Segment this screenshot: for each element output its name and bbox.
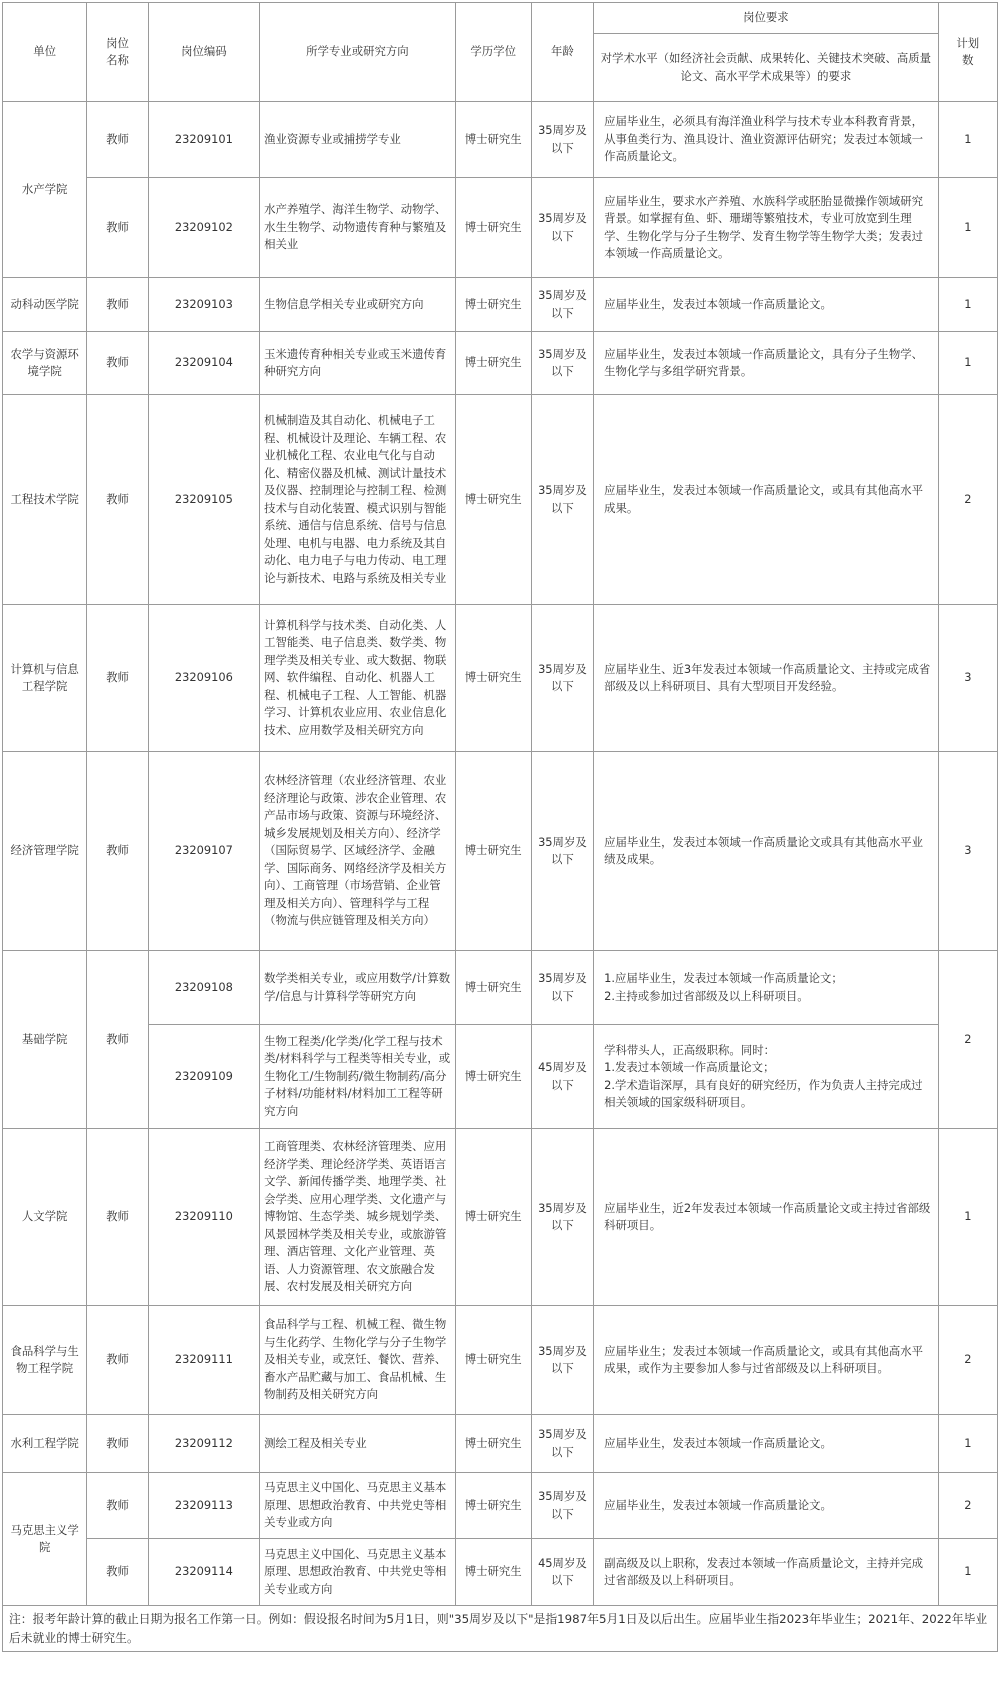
cell-major: 玉米遗传育种相关专业或玉米遗传育种研究方向: [260, 332, 456, 395]
cell-degree: 博士研究生: [455, 605, 531, 752]
cell-requirement: 应届毕业生，发表过本领域一作高质量论文，具有分子生物学、生物化学与多组学研究背景。: [594, 332, 939, 395]
header-post-code: 岗位编码: [148, 3, 259, 102]
cell-unit: 计算机与信息工程学院: [3, 605, 87, 752]
table-row: [3, 178, 998, 278]
cell-code: 23209109: [148, 1025, 259, 1129]
cell-age: 35周岁及以下: [531, 605, 593, 752]
table-row: [3, 1539, 998, 1606]
table-note: 注：报考年龄计算的截止日期为报名工作第一日。例如：假设报名时间为5月1日，则"35周岁及以下"是指1987年5月1日及以后出生。应届毕业生指2023年毕业生；2021年、2022年毕业后未就业的博士研究生。: [3, 1606, 998, 1652]
cell-plan: 1: [938, 178, 997, 278]
cell-age: 35周岁及以下: [531, 278, 593, 332]
cell-requirement: 应届毕业生，要求水产养殖、水族科学或胚胎显微操作领域研究背景。如掌握有鱼、虾、珊瑚等繁殖技术，专业可放宽到生理学、生物化学与分子生物学、发育生物学等生物学大类；发表过本领域一作高质量论文。: [594, 178, 939, 278]
cell-requirement: 应届毕业生，必须具有海洋渔业科学与技术专业本科教育背景，从事鱼类行为、渔具设计、渔业资源评估研究；发表过本领域一作高质量论文。: [594, 102, 939, 178]
cell-post: 教师: [87, 332, 148, 395]
cell-unit: 水利工程学院: [3, 1415, 87, 1473]
cell-major: 工商管理类、农林经济管理类、应用经济学类、理论经济学类、英语语言文学、新闻传播学类、地理学类、社会学类、应用心理学类、文化遗产与博物馆、生态学类、城乡规划学类、风景园林学类及相关专业，或旅游管理、酒店管理、文化产业管理、英语、人力资源管理、农文旅融合发展、农村发展及相关研究方向: [260, 1129, 456, 1306]
cell-plan: 2: [938, 1473, 997, 1539]
cell-major: 农林经济管理（农业经济管理、农业经济理论与政策、涉农企业管理、农产品市场与政策、资源与环境经济、城乡发展规划及相关方向）、经济学（国际贸易学、区域经济学、金融学、国际商务、网络经济学及相关方向）、工商管理（市场营销、企业管理及相关方向）、管理科学与工程（物流与供应链管理及相关方向）: [260, 752, 456, 951]
cell-degree: 博士研究生: [455, 395, 531, 605]
cell-unit: 动科动医学院: [3, 278, 87, 332]
cell-major: 数学类相关专业，或应用数学/计算数学/信息与计算科学等研究方向: [260, 951, 456, 1025]
table-row: [3, 1129, 998, 1306]
cell-degree: 博士研究生: [455, 1129, 531, 1306]
cell-degree: 博士研究生: [455, 1473, 531, 1539]
cell-major: 马克思主义中国化、马克思主义基本原理、思想政治教育、中共党史等相关专业或方向: [260, 1473, 456, 1539]
cell-degree: 博士研究生: [455, 1539, 531, 1606]
cell-major: 渔业资源专业或捕捞学专业: [260, 102, 456, 178]
cell-requirement: 1.应届毕业生，发表过本领域一作高质量论文； 2.主持或参加过省部级及以上科研项目。: [594, 951, 939, 1025]
cell-requirement: 应届毕业生，近2年发表过本领域一作高质量论文或主持过省部级科研项目。: [594, 1129, 939, 1306]
cell-age: 35周岁及以下: [531, 1473, 593, 1539]
header-major: 所学专业或研究方向: [260, 3, 456, 102]
cell-unit: 水产学院: [3, 102, 87, 278]
cell-post: 教师: [87, 395, 148, 605]
cell-plan: 2: [938, 395, 997, 605]
cell-age: 35周岁及以下: [531, 332, 593, 395]
cell-age: 35周岁及以下: [531, 178, 593, 278]
cell-major: 食品科学与工程、机械工程、微生物与生化药学、生物化学与分子生物学及相关专业，或烹饪、餐饮、营养、畜水产品贮藏与加工、食品机械、生物制药及相关研究方向: [260, 1306, 456, 1415]
cell-requirement: 应届毕业生，发表过本领域一作高质量论文或具有其他高水平业绩及成果。: [594, 752, 939, 951]
cell-code: 23209101: [148, 102, 259, 178]
cell-degree: 博士研究生: [455, 752, 531, 951]
table-row: [3, 102, 998, 178]
table-row: [3, 1473, 998, 1539]
cell-code: 23209110: [148, 1129, 259, 1306]
cell-post: 教师: [87, 605, 148, 752]
header-plan: 计划 数: [938, 3, 997, 102]
table-row: [3, 395, 998, 605]
table-row: [3, 752, 998, 951]
cell-major: 计算机科学与技术类、自动化类、人工智能类、电子信息类、数学类、物理学类及相关专业、或大数据、物联网、软件编程、自动化、机器人工程、机械电子工程、人工智能、机器学习、计算机农业应用、农业信息化技术、应用数学及相关研究方向: [260, 605, 456, 752]
recruitment-table: [2, 2, 998, 1652]
cell-code: 23209107: [148, 752, 259, 951]
cell-code: 23209102: [148, 178, 259, 278]
cell-major: 生物信息学相关专业或研究方向: [260, 278, 456, 332]
header-degree: 学历学位: [455, 3, 531, 102]
table-row: [3, 278, 998, 332]
table-row: [3, 1306, 998, 1415]
cell-code: 23209103: [148, 278, 259, 332]
cell-post: 教师: [87, 1539, 148, 1606]
cell-code: 23209104: [148, 332, 259, 395]
cell-post: 教师: [87, 102, 148, 178]
cell-age: 35周岁及以下: [531, 102, 593, 178]
cell-requirement: 应届毕业生；发表过本领域一作高质量论文，或具有其他高水平成果，或作为主要参加人参与过省部级及以上科研项目。: [594, 1306, 939, 1415]
cell-code: 23209108: [148, 951, 259, 1025]
cell-unit: 人文学院: [3, 1129, 87, 1306]
cell-age: 35周岁及以下: [531, 1306, 593, 1415]
cell-code: 23209114: [148, 1539, 259, 1606]
cell-plan: 1: [938, 1129, 997, 1306]
cell-degree: 博士研究生: [455, 102, 531, 178]
cell-post: 教师: [87, 951, 148, 1129]
cell-code: 23209111: [148, 1306, 259, 1415]
cell-major: 马克思主义中国化、马克思主义基本原理、思想政治教育、中共党史等相关专业或方向: [260, 1539, 456, 1606]
cell-requirement: 应届毕业生、近3年发表过本领域一作高质量论文、主持或完成省部级及以上科研项目、具有大型项目开发经验。: [594, 605, 939, 752]
cell-post: 教师: [87, 1473, 148, 1539]
cell-age: 45周岁及以下: [531, 1539, 593, 1606]
cell-age: 45周岁及以下: [531, 1025, 593, 1129]
cell-requirement: 应届毕业生，发表过本领域一作高质量论文。: [594, 1473, 939, 1539]
cell-code: 23209113: [148, 1473, 259, 1539]
cell-code: 23209106: [148, 605, 259, 752]
cell-age: 35周岁及以下: [531, 1129, 593, 1306]
cell-requirement: 学科带头人，正高级职称。同时： 1.发表过本领域一作高质量论文； 2.学术造诣深厚，具有良好的研究经历，作为负责人主持完成过相关领域的国家级科研项目。: [594, 1025, 939, 1129]
cell-major: 生物工程类/化学类/化学工程与技术类/材料科学与工程类等相关专业，或生物化工/生物制药/微生物制药/高分子材料/功能材料/材料加工工程等研究方向: [260, 1025, 456, 1129]
cell-post: 教师: [87, 1129, 148, 1306]
cell-plan: 1: [938, 332, 997, 395]
cell-unit: 食品科学与生物工程学院: [3, 1306, 87, 1415]
cell-unit: 农学与资源环境学院: [3, 332, 87, 395]
cell-degree: 博士研究生: [455, 278, 531, 332]
table-row-note: [3, 1606, 998, 1652]
cell-age: 35周岁及以下: [531, 1415, 593, 1473]
cell-major: 水产养殖学、海洋生物学、动物学、水生生物学、动物遗传育种与繁殖及相关业: [260, 178, 456, 278]
table-row: [3, 1415, 998, 1473]
cell-unit: 经济管理学院: [3, 752, 87, 951]
cell-requirement: 应届毕业生，发表过本领域一作高质量论文。: [594, 1415, 939, 1473]
cell-degree: 博士研究生: [455, 951, 531, 1025]
cell-requirement: 应届毕业生，发表过本领域一作高质量论文。: [594, 278, 939, 332]
cell-post: 教师: [87, 1415, 148, 1473]
header-academic: 对学术水平（如经济社会贡献、成果转化、关键技术突破、高质量论文、高水平学术成果等）的要求: [594, 34, 939, 102]
cell-age: 35周岁及以下: [531, 951, 593, 1025]
cell-plan: 3: [938, 752, 997, 951]
cell-post: 教师: [87, 1306, 148, 1415]
cell-plan: 3: [938, 605, 997, 752]
cell-unit: 马克思主义学院: [3, 1473, 87, 1606]
cell-degree: 博士研究生: [455, 332, 531, 395]
cell-plan: 1: [938, 278, 997, 332]
cell-code: 23209105: [148, 395, 259, 605]
cell-plan: 2: [938, 951, 997, 1129]
cell-plan: 2: [938, 1306, 997, 1415]
cell-code: 23209112: [148, 1415, 259, 1473]
table-row: [3, 605, 998, 752]
cell-plan: 1: [938, 1415, 997, 1473]
cell-plan: 1: [938, 102, 997, 178]
header-requirements: 岗位要求: [594, 3, 939, 34]
cell-unit: 基础学院: [3, 951, 87, 1129]
cell-degree: 博士研究生: [455, 1025, 531, 1129]
cell-post: 教师: [87, 752, 148, 951]
cell-degree: 博士研究生: [455, 178, 531, 278]
header-age: 年龄: [531, 3, 593, 102]
cell-post: 教师: [87, 178, 148, 278]
table-row: [3, 332, 998, 395]
cell-unit: 工程技术学院: [3, 395, 87, 605]
cell-major: 机械制造及其自动化、机械电子工程、机械设计及理论、车辆工程、农业机械化工程、农业电气化与自动化、精密仪器及机械、测试计量技术及仪器、控制理论与控制工程、检测技术与自动化装置、模式识别与智能系统、通信与信息系统、信号与信息处理、电机与电器、电力系统及其自动化、电力电子与电力传动、电工理论与新技术、电路与系统及相关专业: [260, 395, 456, 605]
table-row: [3, 1025, 998, 1129]
cell-major: 测绘工程及相关专业: [260, 1415, 456, 1473]
cell-degree: 博士研究生: [455, 1415, 531, 1473]
header-unit: 单位: [3, 3, 87, 102]
cell-requirement: 副高级及以上职称，发表过本领域一作高质量论文，主持并完成过省部级及以上科研项目。: [594, 1539, 939, 1606]
cell-degree: 博士研究生: [455, 1306, 531, 1415]
header-post-name: 岗位 名称: [87, 3, 148, 102]
cell-plan: 1: [938, 1539, 997, 1606]
cell-requirement: 应届毕业生，发表过本领域一作高质量论文，或具有其他高水平成果。: [594, 395, 939, 605]
cell-post: 教师: [87, 278, 148, 332]
cell-age: 35周岁及以下: [531, 752, 593, 951]
cell-age: 35周岁及以下: [531, 395, 593, 605]
table-row: [3, 951, 998, 1025]
